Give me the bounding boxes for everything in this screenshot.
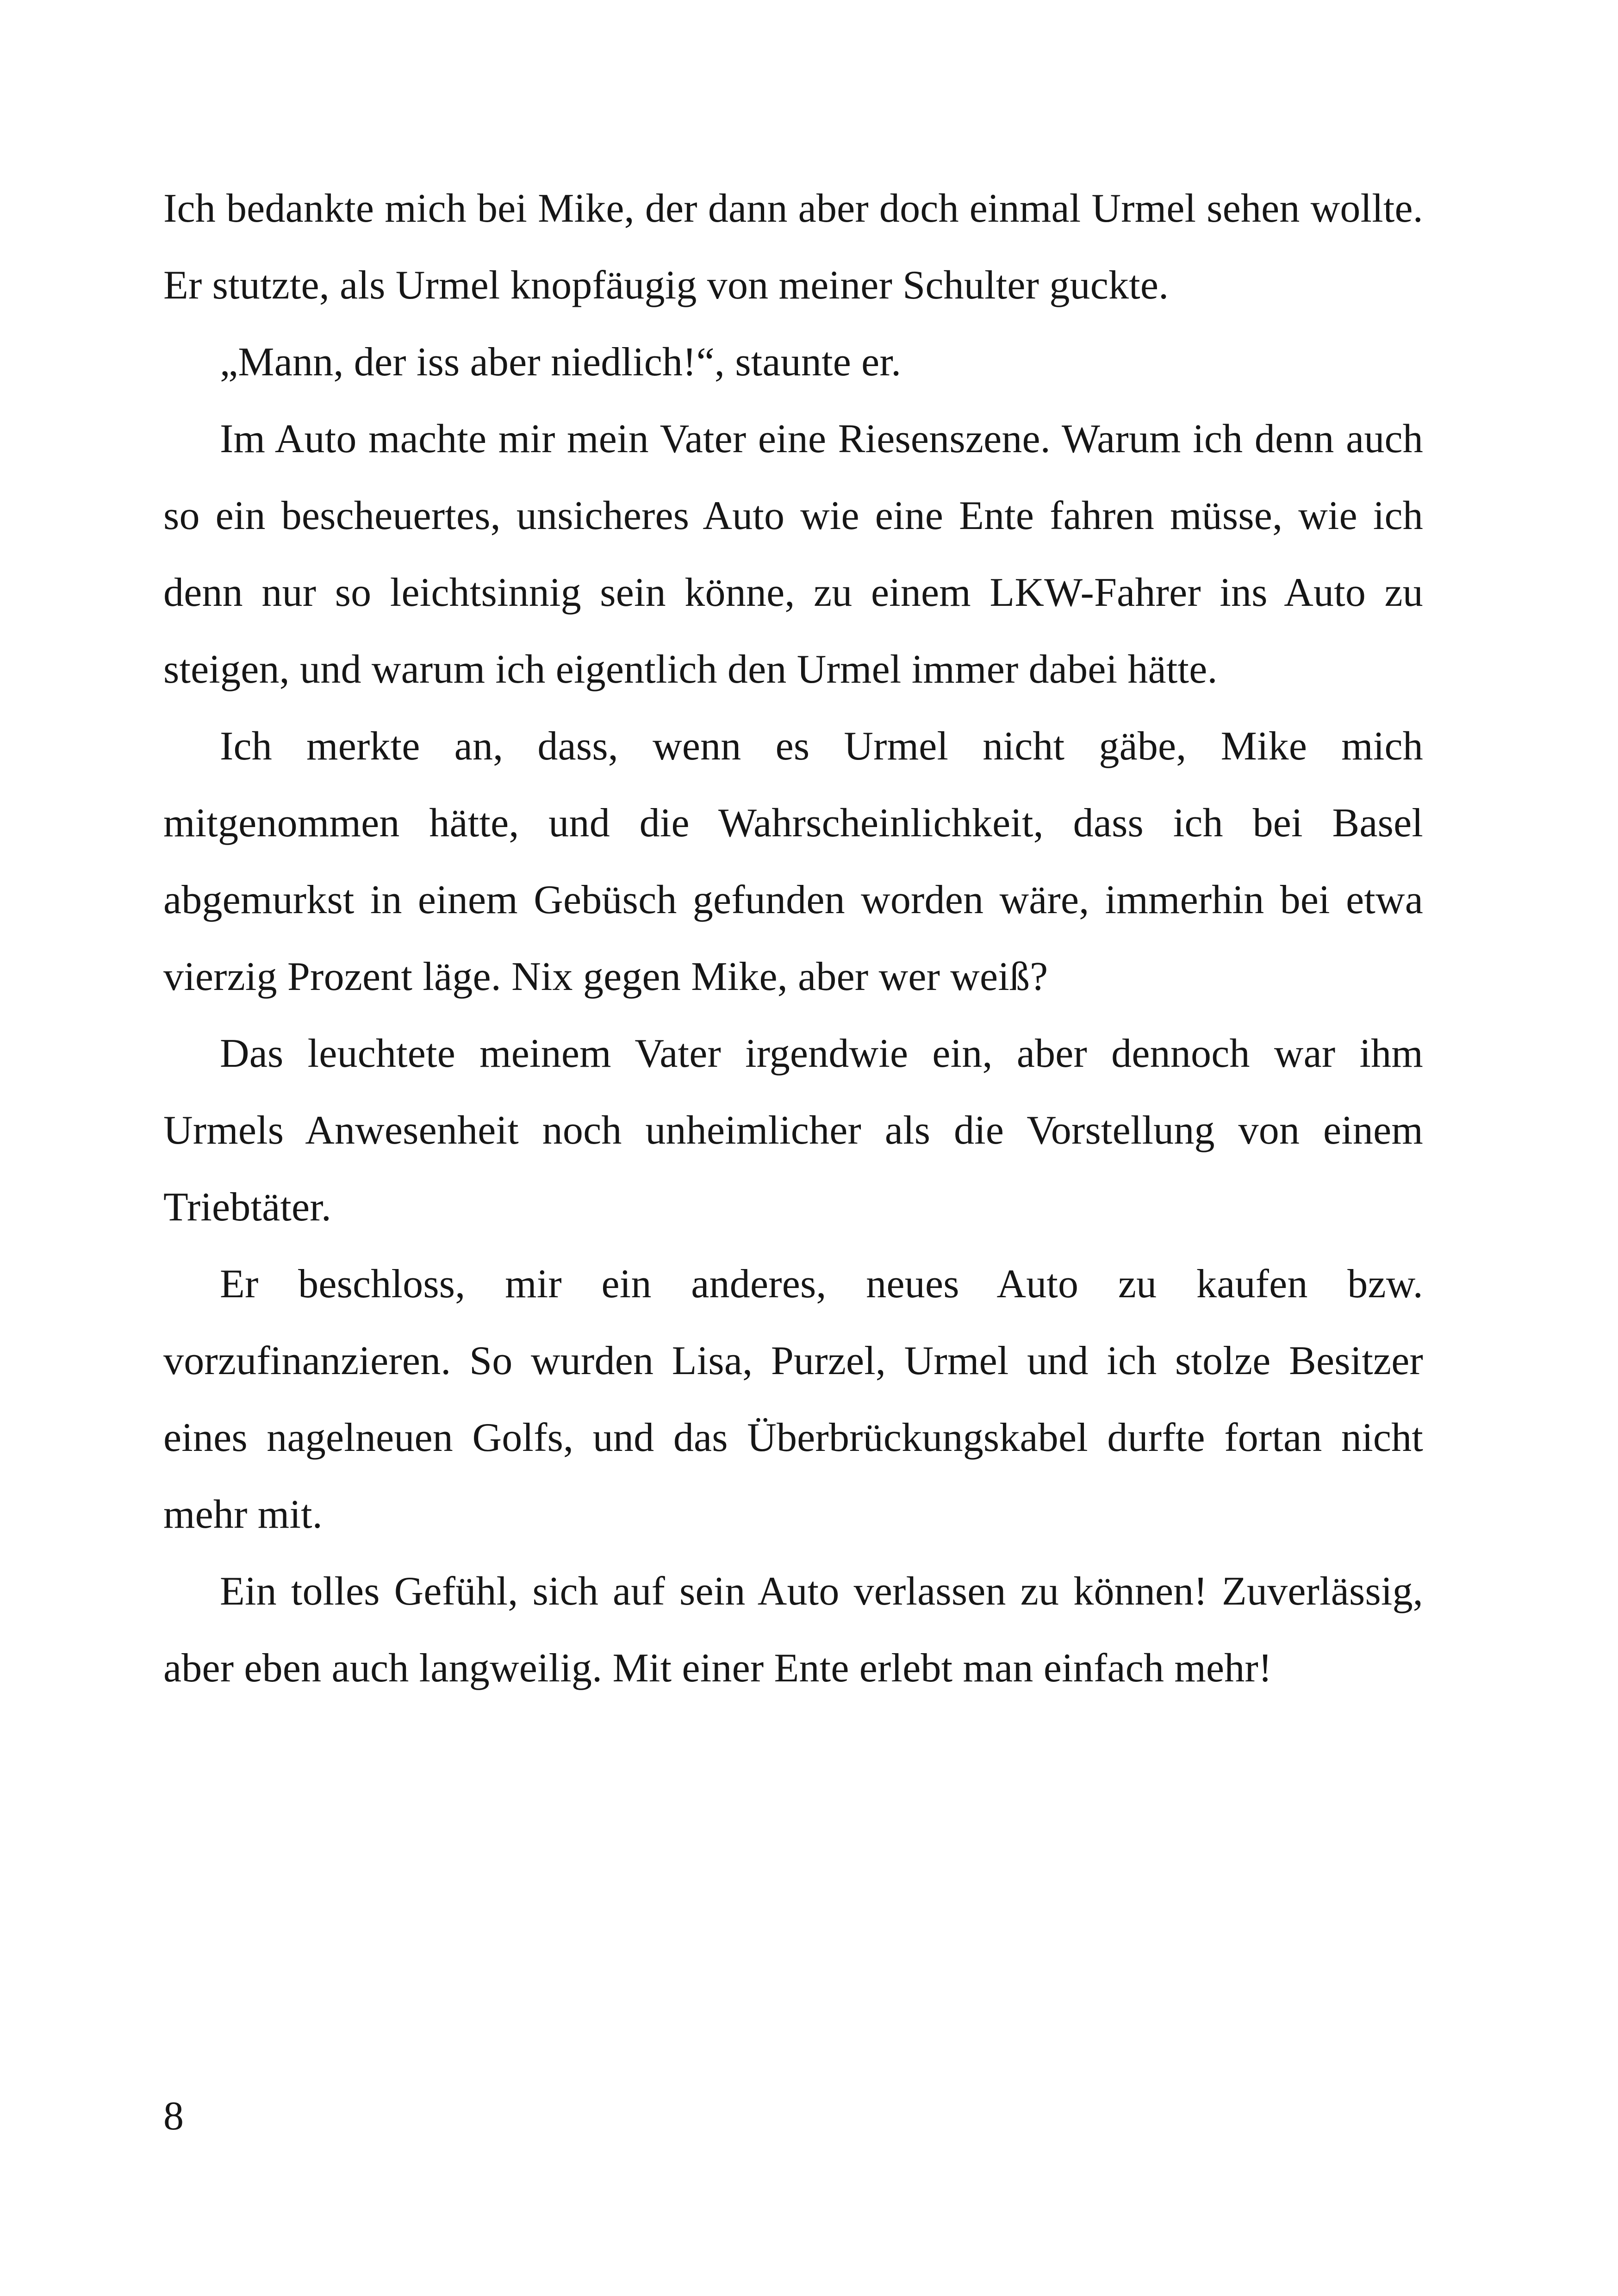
paragraph: Im Auto machte mir mein Vater eine Riesenszene. Warum ich denn auch so ein bescheuertes, unsicheres Auto wie eine Ente fahren müsse, wie ich denn nur so leichtsinnig sein könne, zu einem LKW-Fahrer ins Auto zu steigen, und warum ich eigentlich den Urmel immer dabei hätte. [163, 417, 1423, 692]
paragraph: Ein tolles Gefühl, sich auf sein Auto verlassen zu können! Zuverlässig, aber eben auch langweilig. Mit einer Ente erlebt man einfach mehr! [163, 1569, 1423, 1691]
paragraph: Ich bedankte mich bei Mike, der dann aber doch einmal Urmel sehen wollte. Er stutzte, als Urmel knopfäugig von meiner Schulter guckte. [163, 186, 1423, 308]
body-text [163, 170, 1423, 1707]
page-number: 8 [163, 2094, 184, 2139]
paragraph: „Mann, der iss aber niedlich!“, staunte er. [220, 340, 902, 385]
paragraph: Das leuchtete meinem Vater irgendwie ein, aber dennoch war ihm Urmels Anwesenheit noch unheimlicher als die Vorstellung von einem Triebtäter. [163, 1031, 1423, 1230]
paragraph: Er beschloss, mir ein anderes, neues Auto zu kaufen bzw. vorzufinanzieren. So wurden Lisa, Purzel, Urmel und ich stolze Besitzer eines nagelneuen Golfs, und das Überbrückungskabel durfte fortan nicht mehr mit. [163, 1262, 1423, 1537]
paragraph: Ich merkte an, dass, wenn es Urmel nicht gäbe, Mike mich mitgenommen hätte, und die Wahrscheinlichkeit, dass ich bei Basel abgemurkst in einem Gebüsch gefunden worden wäre, immerhin bei etwa vierzig Prozent läge. Nix gegen Mike, aber wer weiß? [163, 724, 1423, 999]
